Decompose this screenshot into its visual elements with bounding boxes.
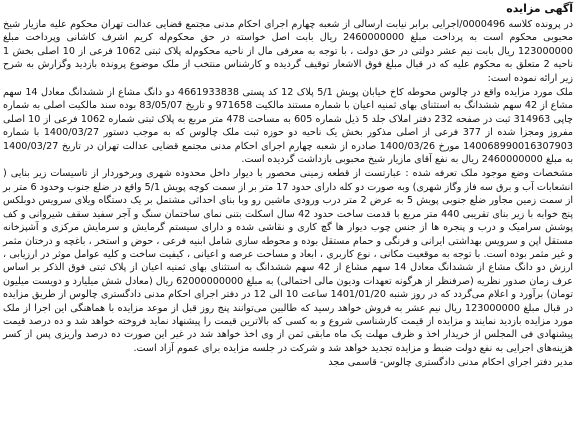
notice-title: آگهی مزایده (506, 2, 573, 15)
notice-paragraph-intro: در پرونده کلاسه 0000496/اجرایی برابر نیابت ارسالی از شعبه چهارم اجرای احکام مدنی مجتمع قضایی عدالت تهران محکوم علیه مازیار شیخ محبوبی محکوم است به پرداخت مبلغ 2460000000 ریال بابت اصل خواسته در حق محکوم‌له کریم اشرف کاشانی وپرداخت مبلغ 123000000 ریال بابت نیم عشر دولتی در حق دولت ، با توجه به معرفی مال از ناحیه محکوم‌له پلاک ثبتی 1062 فرعی از 10 اصلی بخش 1 ناحیه 2 متعلق به محکوم علیه که در قبال مبلغ فوق الاشعار توقیف گردیده و کارشناس منتخب از ملک موضوع پرونده بازدید وگزارش به شرح زیر ارائه نموده است: (3, 19, 574, 84)
notice-paragraph-property: ملک مورد مزایده واقع در چالوس محوطه کاخ خیابان پویش 5/1 پلاک 12 کد پستی 4661933838 دو دانگ مشاع از ششدانگ معادل 14 سهم مشاع از 42 سهم ششدانگ به استثنای بهای ثمنیه اعیان با شماره مستند مالکیت 971658 و تاریخ 83/05/07 بوده سند مالکیت اصلی به شماره چاپی 314963 ثبت در صفحه 232 دفتر املاک جلد 5 ذیل شماره 605 به مساحت 478 متر مربع به پلاک ثبتی شماره 1062 فرعی از 10 اصلی مفروز ومجزا شده از 377 فرعی از اصلی مذکور بخش یک ناحیه دو حوزه ثبت ملک چالوس که به موجب دستور 1400/03/27 با شماره 140068990016307903 مورخ 1400/03/26 صادره از شعبه چهارم اجرای احکام مدنی مجتمع قضایی عدالت تهران در تاریخ 1400/03/27 به مبلغ 2460000000 ریال به نفع آقای مازیار شیخ محبوبی بازداشت گردیده است. (3, 87, 574, 166)
notice-paragraph-description: مشخصات وضع موجود ملک تعرفه شده : عبارتست از قطعه زمینی محصور با دیوار داخل محدوده شهری وبرخوردار از تاسیسات زیر بنایی ( انشعابات آب و برق سه فاز وگاز شهری) وبه صورت دو کله دارای حدود 17 متر بر از سمت کوچه پویش 5/1 واقع در ضلع جنوب وحدود 6 متر بر از سمت زمین مجاور ضلع جنوبی پویش 5 به عرض 2 متر درب ورودی ماشین رو وبا بنای احداثی مشتمل بر یک دستگاه ویلای سرویس دوبلکس پنج خوابه با زیر بنای تقریبی 440 متر مربع با قدمت ساخت حدود 42 سال اسکلت بتنی نمای ساختمان سنگ و آجر سفید سقف شیروانی و کف پوشش سرامیک و درب و پنجره ها از جنس چوب دیوار ها گچ کاری و نقاشی شده و دارای سیستم گرمایش و سرمایش مرکزی و آشپزخانه مستقل اپن و سرویس بهداشتی ایرانی و فرنگی و حمام مستقل بوده و محوطه سازی شامل ابنیه فرعی ، حوض و استخر ، باغچه و درختان مثمر و غیر مثمر بوده است. با توجه به موقعیت مکانی ، نوع کاربری ، ابعاد و مساحت عرصه و اعیانی ، کیفیت ساخت و کلیه عوامل موثر در ارزیابی ، ارزش دو دانگ مشاع از ششدانگ معادل 14 سهم مشاع از 42 سهم ششدانگ به استثنای بهای ثمنیه اعیان از پلاک ثبتی فوق الذکر بر اساس عرف زمان صدور نظریه (صرفنظر از هرگونه تعهدات ودیون مالی احتمالی) به مبلغ 62000000000 ریال (معادل شش میلیارد و دویست میلیون تومان) برآورد و اعلام می‌گردد که در روز شنبه 1401/01/20 ساعت 10 الی 12 در دفتر اجرای احکام مدنی دادگستری چالوس از طریق مزایده در قبال مبلغ 123000000 ریال نیم عشر به فروش خواهد رسید که طالبین می‌توانند پنج روز قبل از موعد مزایده با هماهنگی این اجرا از ملک مورد مزایده بازدید نمایند و مزایده از قیمت کارشناسی شروع و به کسی که بالاترین قیمت را پیشنهاد نماید فروخته خواهد شد و ده درصد قیمت پیشنهادی فی المجلس از خریدار اخذ و ظرف مهلت یک ماه مابقی ثمن از وی اخذ خواهد شد در غیر این صورت ده درصد واریزی پس از کسر هزینه‌های اجرایی به نفع دولت ضبط و مزایده تجدید خواهد شد و شرکت در جلسه مزایده برای عموم آزاد است. (3, 168, 573, 354)
notice-signature: مدیر دفتر اجرای احکام مدنی دادگستری چالوس- قاسمی مجد (328, 357, 573, 369)
